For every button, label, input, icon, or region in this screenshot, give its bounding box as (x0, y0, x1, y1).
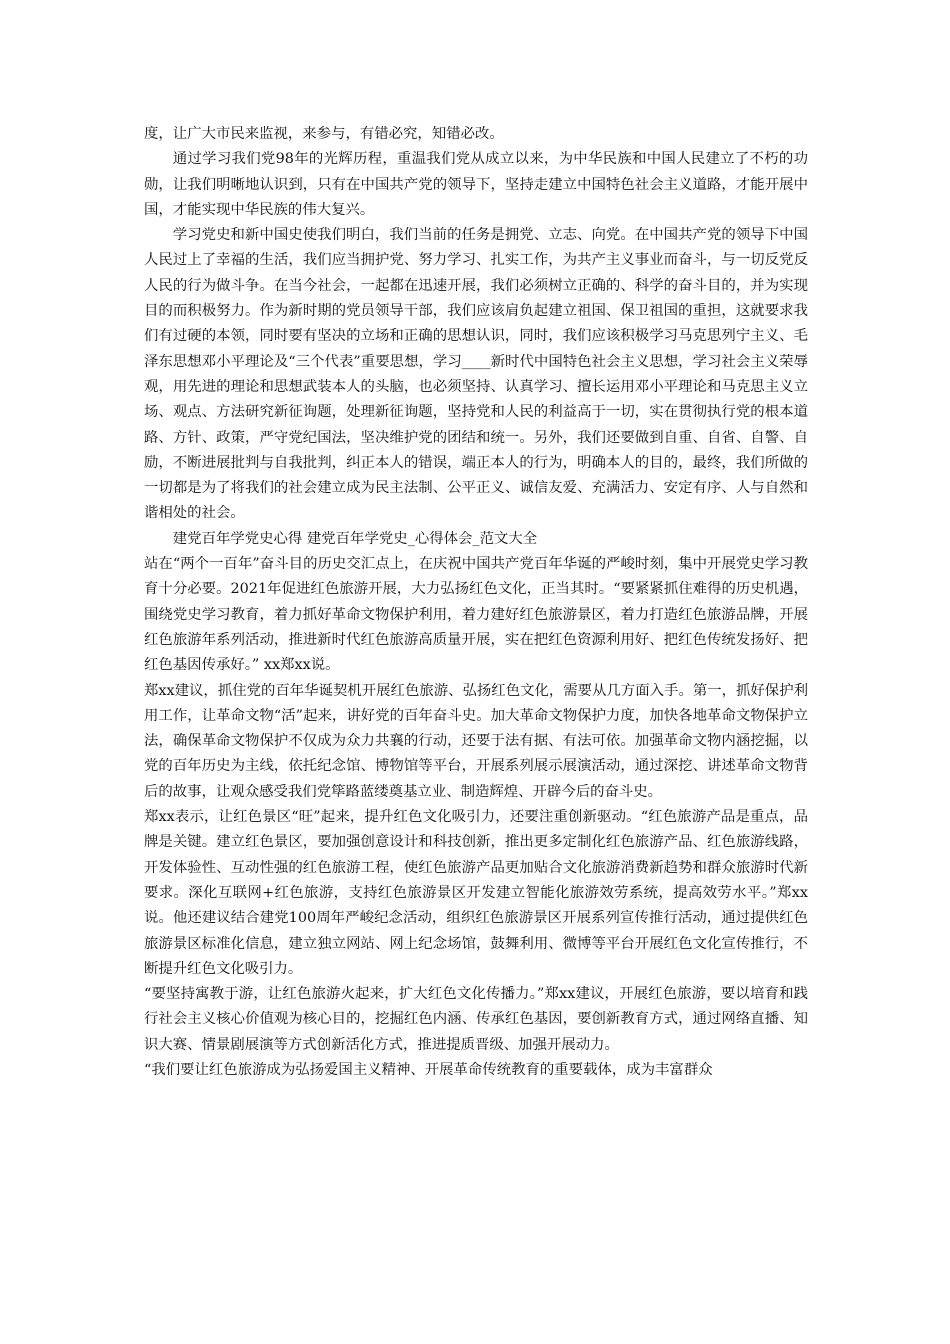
paragraph-5: 站在“两个一百年”奋斗目的历史交汇点上，在庆祝中国共产党百年华诞的严峻时刻，集中开展党史学习教育十分必要。2021年促进红色旅游开展，大力弘扬红色文化，正当其时。“要紧紧抓住难得的历史机遇，围绕党史学习教育，着力抓好革命文物保护利用，着力建好红色旅游景区，着力打造红色旅游品牌，开展红色旅游年系列活动，推进新时代红色旅游高质量开展，实在把红色资源利用好、把红色传统发扬好、把红色基因传承好。” xx郑xx说。 (144, 556, 808, 674)
paragraph-8: “要坚持寓教于游，让红色旅游火起来，扩大红色文化传播力。”郑xx建议，开展红色旅游，要以培育和践行社会主义核心价值观为核心目的，挖掘红色内涵、传承红色基因，要创新教育方式，通过网络直播、知识大赛、情景剧展演等方式创新活化方式，推进提质晋级、加强开展动力。 (144, 986, 808, 1053)
section-heading: 建党百年学党史心得 建党百年学党史_心得体会_范文大全 (172, 530, 538, 547)
document-body (144, 122, 808, 1083)
paragraph-7: 郑xx表示，让红色景区“旺”起来，提升红色文化吸引力，还要注重创新驱动。“红色旅游产品是重点，品牌是关键。建立红色景区，要加强创意设计和科技创新，推出更多定制化红色旅游产品、红色旅游线路，开发体验性、互动性强的红色旅游工程，使红色旅游产品更加贴合文化旅游消费新趋势和群众旅游时代新要求。深化互联网+红色旅游，支持红色旅游景区开发建立智能化旅游效劳系统，提高效劳水平。”郑xx说。他还建议结合建党100周年严峻纪念活动，组织红色旅游景区开展系列宣传推行活动，通过提供红色旅游景区标准化信息，建立独立网站、网上纪念场馆，鼓舞利用、微博等平台开展红色文化宣传推行，不断提升红色文化吸引力。 (144, 809, 808, 977)
paragraph-2: 通过学习我们党98年的光辉历程，重温我们党从成立以来，为中华民族和中国人民建立了不朽的功勋，让我们明晰地认识到，只有在中国共产党的领导下，坚持走建立中国特色社会主义道路，才能开展中国，才能实现中华民族的伟大复兴。 (144, 151, 808, 218)
paragraph-3: 学习党史和新中国史使我们明白，我们当前的任务是拥党、立志、向党。在中国共产党的领导下中国人民过上了幸福的生活，我们应当拥护党、努力学习、扎实工作，为共产主义事业而奋斗，与一切反党反人民的行为做斗争。在当今社会，一起都在迅速开展，我们必须树立正确的、科学的奋斗目的，并为实现目的而积极努力。作为新时期的党员领导干部，我们应该肩负起建立祖国、保卫祖国的重担，这就要求我们有过硬的本领，同时要有坚决的立场和正确的思想认识，同时，我们应该积极学习马克思列宁主义、毛泽东思想邓小平理论及“三个代表”重要思想，学习____新时代中国特色社会主义思想，学习社会主义荣辱观，用先进的理论和思想武装本人的头脑，也必须坚持、认真学习、擅长运用邓小平理论和马克思主义立场、观点、方法研究新征询题，处理新征询题，坚持党和人民的利益高于一切，实在贯彻执行党的根本道路、方针、政策，严守党纪国法，坚决维护党的团结和统一。另外，我们还要做到自重、自省、自警、自励，不断进展批判与自我批判，纠正本人的错误，端正本人的行为，明确本人的目的，最终，我们所做的一切都是为了将我们的社会建立成为民主法制、公平正义、诚信友爱、充满活力、安定有序、人与自然和谐相处的社会。 (144, 227, 808, 522)
paragraph-1: 度，让广大市民来监视，来参与，有错必究，知错必改。 (144, 126, 504, 142)
paragraph-6: 郑xx建议，抓住党的百年华诞契机开展红色旅游、弘扬红色文化，需要从几方面入手。第一，抓好保护利用工作，让革命文物“活”起来，讲好党的百年奋斗史。加大革命文物保护力度，加快各地革命文物保护立法，确保革命文物保护不仅成为众力共襄的行动，还要于法有据、有法可依。加强革命文物内涵挖掘，以党的百年历史为主线，依托纪念馆、博物馆等平台，开展系列展示展演活动，通过深挖、讲述革命文物背后的故事，让观众感受我们党筚路蓝缕奠基立业、制造辉煌、开辟今后的奋斗史。 (144, 682, 808, 800)
paragraph-9: “我们要让红色旅游成为弘扬爱国主义精神、开展革命传统教育的重要载体，成为丰富群众 (144, 1061, 713, 1078)
